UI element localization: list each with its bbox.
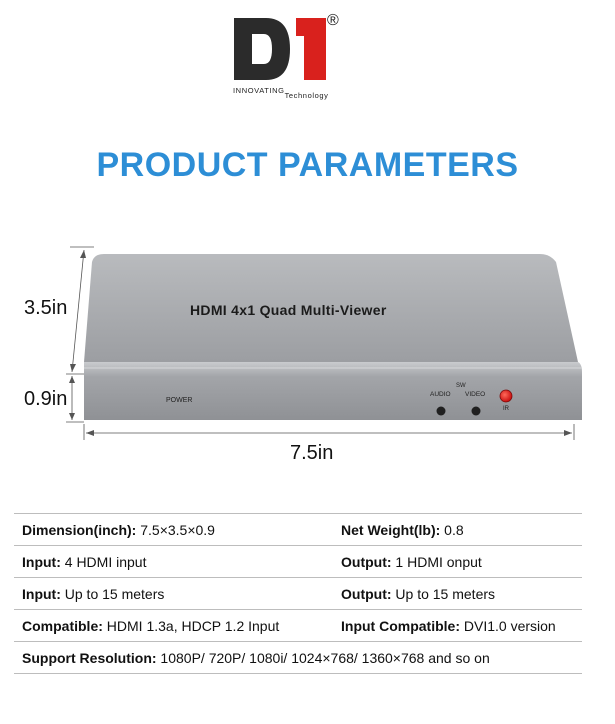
spec-value: Up to 15 meters <box>60 586 165 602</box>
registered-mark: ® <box>327 12 339 29</box>
spec-value: 1080P/ 720P/ 1080i/ 1024×768/ 1360×768 and so on <box>156 650 490 666</box>
spec-key: Dimension(inch): <box>22 522 137 538</box>
power-label: POWER <box>166 397 193 404</box>
spec-value: 1 HDMI onput <box>391 554 482 570</box>
spec-key: Net Weight(lb): <box>341 522 441 538</box>
spec-value: 4 HDMI input <box>60 554 147 570</box>
spec-key: Output: <box>341 554 392 570</box>
spec-key: Output: <box>341 586 392 602</box>
sw-label: SW <box>456 383 466 389</box>
spec-value: HDMI 1.3a, HDCP 1.2 Input <box>102 618 280 634</box>
spec-key: Support Resolution: <box>22 650 157 666</box>
ir-label: IR <box>503 406 509 412</box>
spec-row <box>14 513 582 546</box>
spec-value: 0.8 <box>440 522 464 538</box>
dimension-width: 7.5in <box>290 442 334 464</box>
spec-cell <box>22 650 490 666</box>
ir-sensor <box>500 390 512 402</box>
spec-key: Input: <box>22 554 61 570</box>
spec-row <box>14 546 582 578</box>
dim-height-line <box>72 250 84 372</box>
dim-height-arrow-bottom <box>70 364 76 372</box>
audio-button <box>437 407 446 416</box>
spec-key: Compatible: <box>22 618 103 634</box>
spec-cell <box>341 522 464 538</box>
spec-cell <box>22 554 146 570</box>
tagline-main: INNOVATING <box>233 86 285 95</box>
spec-cell <box>22 586 164 602</box>
video-label: VIDEO <box>465 391 486 398</box>
dim-depth-arrow-bottom <box>69 413 75 420</box>
video-button <box>472 407 481 416</box>
dim-width-arrow-left <box>86 430 94 436</box>
spec-value: DVI1.0 version <box>460 618 556 634</box>
spec-table <box>14 513 582 674</box>
spec-cell <box>22 618 279 634</box>
spec-cell <box>341 618 556 634</box>
spec-cell <box>22 522 215 538</box>
page-heading: PRODUCT PARAMETERS <box>96 146 519 184</box>
tagline-sub: Technology <box>284 91 329 100</box>
dim-width-arrow-right <box>564 430 572 436</box>
spec-value: 7.5×3.5×0.9 <box>136 522 215 538</box>
dim-height-arrow-top <box>80 250 86 258</box>
dimension-height: 3.5in <box>24 297 68 319</box>
spec-row <box>14 578 582 610</box>
spec-value: Up to 15 meters <box>391 586 496 602</box>
device-title: HDMI 4x1 Quad Multi-Viewer <box>190 302 387 318</box>
audio-label: AUDIO <box>430 391 451 398</box>
dimension-depth: 0.9in <box>24 388 68 410</box>
spec-key: Input: <box>22 586 61 602</box>
spec-key: Input Compatible: <box>341 618 460 634</box>
dim-depth-arrow-top <box>69 376 75 383</box>
spec-cell <box>341 586 495 602</box>
spec-row <box>14 610 582 642</box>
spec-row <box>14 642 582 674</box>
spec-cell <box>341 554 482 570</box>
